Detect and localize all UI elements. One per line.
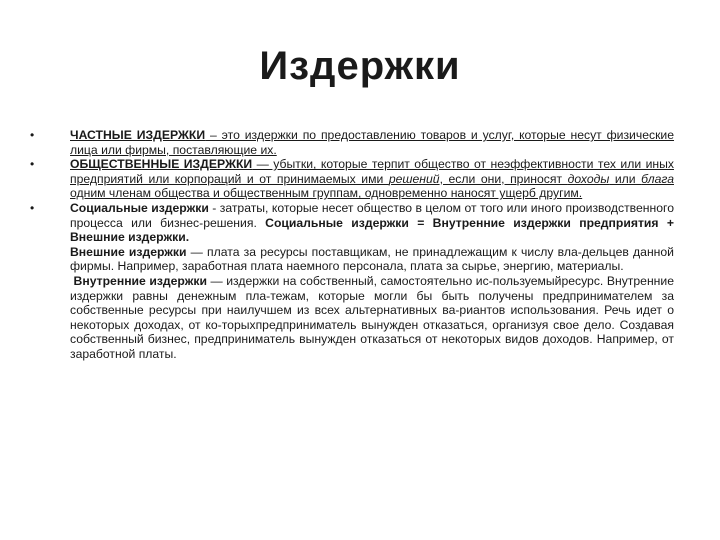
public-costs-def-4: одним членам общества и общественным группам, одновременно наносят ущерб другим. xyxy=(70,186,583,201)
public-costs-def-2: , если они, приносят xyxy=(439,171,568,186)
bullet-icon: • xyxy=(30,128,35,142)
public-costs-text xyxy=(70,157,674,201)
external-costs-term: Внешние издержки xyxy=(70,244,187,259)
bullet-icon: • xyxy=(30,157,35,172)
bullet-icon: • xyxy=(30,200,35,215)
public-costs-italic-2: доходы xyxy=(567,171,610,186)
internal-costs-block xyxy=(30,274,674,362)
internal-costs-term: Внутренние издержки xyxy=(73,273,207,288)
social-costs-formula: Социальные издержки = Внутренние издержки предприятия + Внешние издержки. xyxy=(70,215,674,245)
bullet-social-costs xyxy=(30,201,674,245)
bullet-private-costs xyxy=(30,128,674,157)
private-costs-term: ЧАСТНЫЕ ИЗДЕРЖКИ xyxy=(70,128,206,142)
external-costs-definition: — плата за ресурсы поставщикам, не принадлежащим к числу вла-дельцев данной фирмы. Например, заработная плата наемного персонала, плата за сырье, энергию, материалы. xyxy=(70,244,674,274)
internal-costs-definition: — издержки на собственный, самостоятельно ис-пользуемыйресурс. Внутренние издержки равны денежным пла-тежам, которые могли бы быть получены предпринимателем за собственные ресурсы при наилучшем из всех альтернативных ва-риантов использования. Речь идет о некоторых доходах, от ко-торыхпредприниматель вынужден отказаться, организуя свое дело. Создавая собственный бизнес, предприниматель вынужден отказаться от некоторых видов доходов. Например, от заработной платы. xyxy=(70,273,674,361)
public-costs-italic-3: блага xyxy=(641,171,674,186)
public-costs-def-3: или xyxy=(609,171,642,186)
public-costs-term: ОБЩЕСТВЕННЫЕ ИЗДЕРЖКИ xyxy=(70,157,253,172)
slide-body xyxy=(30,128,674,362)
internal-costs-text xyxy=(70,274,674,362)
external-costs-text xyxy=(70,245,674,274)
social-costs-text xyxy=(70,201,674,245)
private-costs-definition: – это издержки по предоставлению товаров и услуг, которые несут физические лица или фирмы, поставляющие их. xyxy=(70,128,675,157)
social-costs-term: Социальные издержки xyxy=(70,200,209,215)
bullet-social-costs-public xyxy=(30,157,674,201)
slide-title: Издержки xyxy=(259,44,461,88)
public-costs-italic-1: решений xyxy=(388,171,440,186)
external-costs-block xyxy=(30,245,674,274)
social-costs-definition: - затраты, которые несет общество в целом от того или иного производственного процесса или бизнес-решения. xyxy=(70,200,674,230)
public-costs-def-1: — убытки, которые терпит общество от неэффективности тех или иных предприятий или корпораций и от принимаемых ими xyxy=(70,157,674,186)
private-costs-text xyxy=(70,128,674,157)
